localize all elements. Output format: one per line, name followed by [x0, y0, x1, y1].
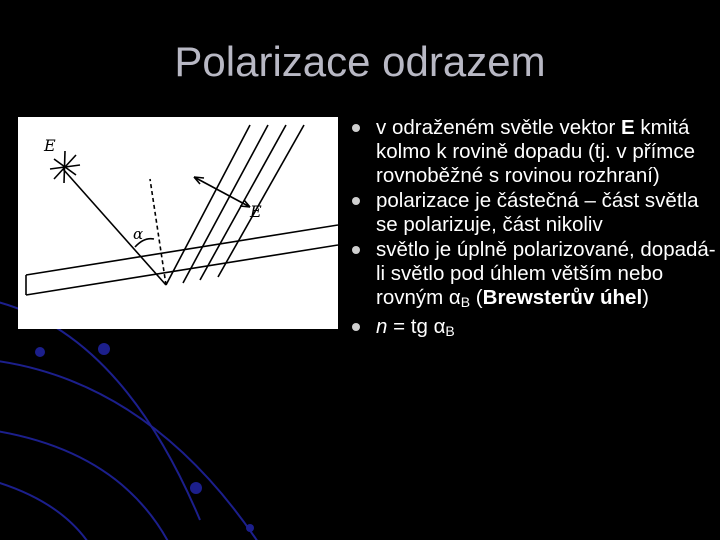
- bullet-item-4: n = tg $\alpha_B$: [348, 315, 718, 343]
- label-e-reflected: E: [250, 202, 262, 221]
- bullet-marker: [352, 323, 360, 331]
- subscript-b: B: [460, 294, 471, 310]
- bullet-marker: [352, 246, 360, 254]
- bullet-list: [348, 116, 718, 344]
- decor-curve-1: [0, 300, 200, 520]
- reflected-e-vector: [194, 177, 250, 207]
- decor-dot-1: [35, 347, 45, 357]
- bullet-item-1: v odraženém světle vektor E kmitá kolmo k rovině dopadu (tj. v přímce rovnoběžné s rovinou rozhraní): [348, 116, 718, 188]
- reflected-ray-4: [218, 125, 304, 277]
- label-e-incident: E: [44, 136, 56, 155]
- bullet-marker: [352, 124, 360, 132]
- decor-dot-4: [246, 524, 254, 532]
- decor-curve-3: [0, 430, 170, 540]
- diagram-svg: [18, 117, 338, 329]
- label-alpha: α: [133, 225, 144, 243]
- plate-bottom-edge: [26, 245, 338, 295]
- brewster-angle-bold: Brewsterův úhel: [482, 286, 643, 309]
- polarization-diagram: [18, 117, 338, 329]
- refractive-index-n: n: [376, 315, 388, 338]
- bullet-item-3: světlo je úplně polarizované, dopadá-li světlo pod úhlem větším nebo rovným $\alpha_B$ (Brewsterův úhel): [348, 238, 718, 314]
- bullet-item-2: polarizace je částečná – část světla se polarizuje, část nikoliv: [348, 189, 718, 237]
- subscript-b: B: [445, 323, 455, 339]
- slide-title: Polarizace odrazem: [174, 38, 546, 85]
- vector-e-bold: E: [620, 116, 635, 139]
- bullet-marker: [352, 197, 360, 205]
- plate-top-edge: [26, 225, 338, 275]
- decor-curve-2: [0, 360, 260, 540]
- decor-curve-4: [0, 480, 90, 540]
- alpha-symbol: α: [433, 315, 446, 338]
- alpha-symbol: α: [448, 286, 461, 309]
- decor-dot-2: [98, 343, 110, 355]
- decor-dot-3: [190, 482, 202, 494]
